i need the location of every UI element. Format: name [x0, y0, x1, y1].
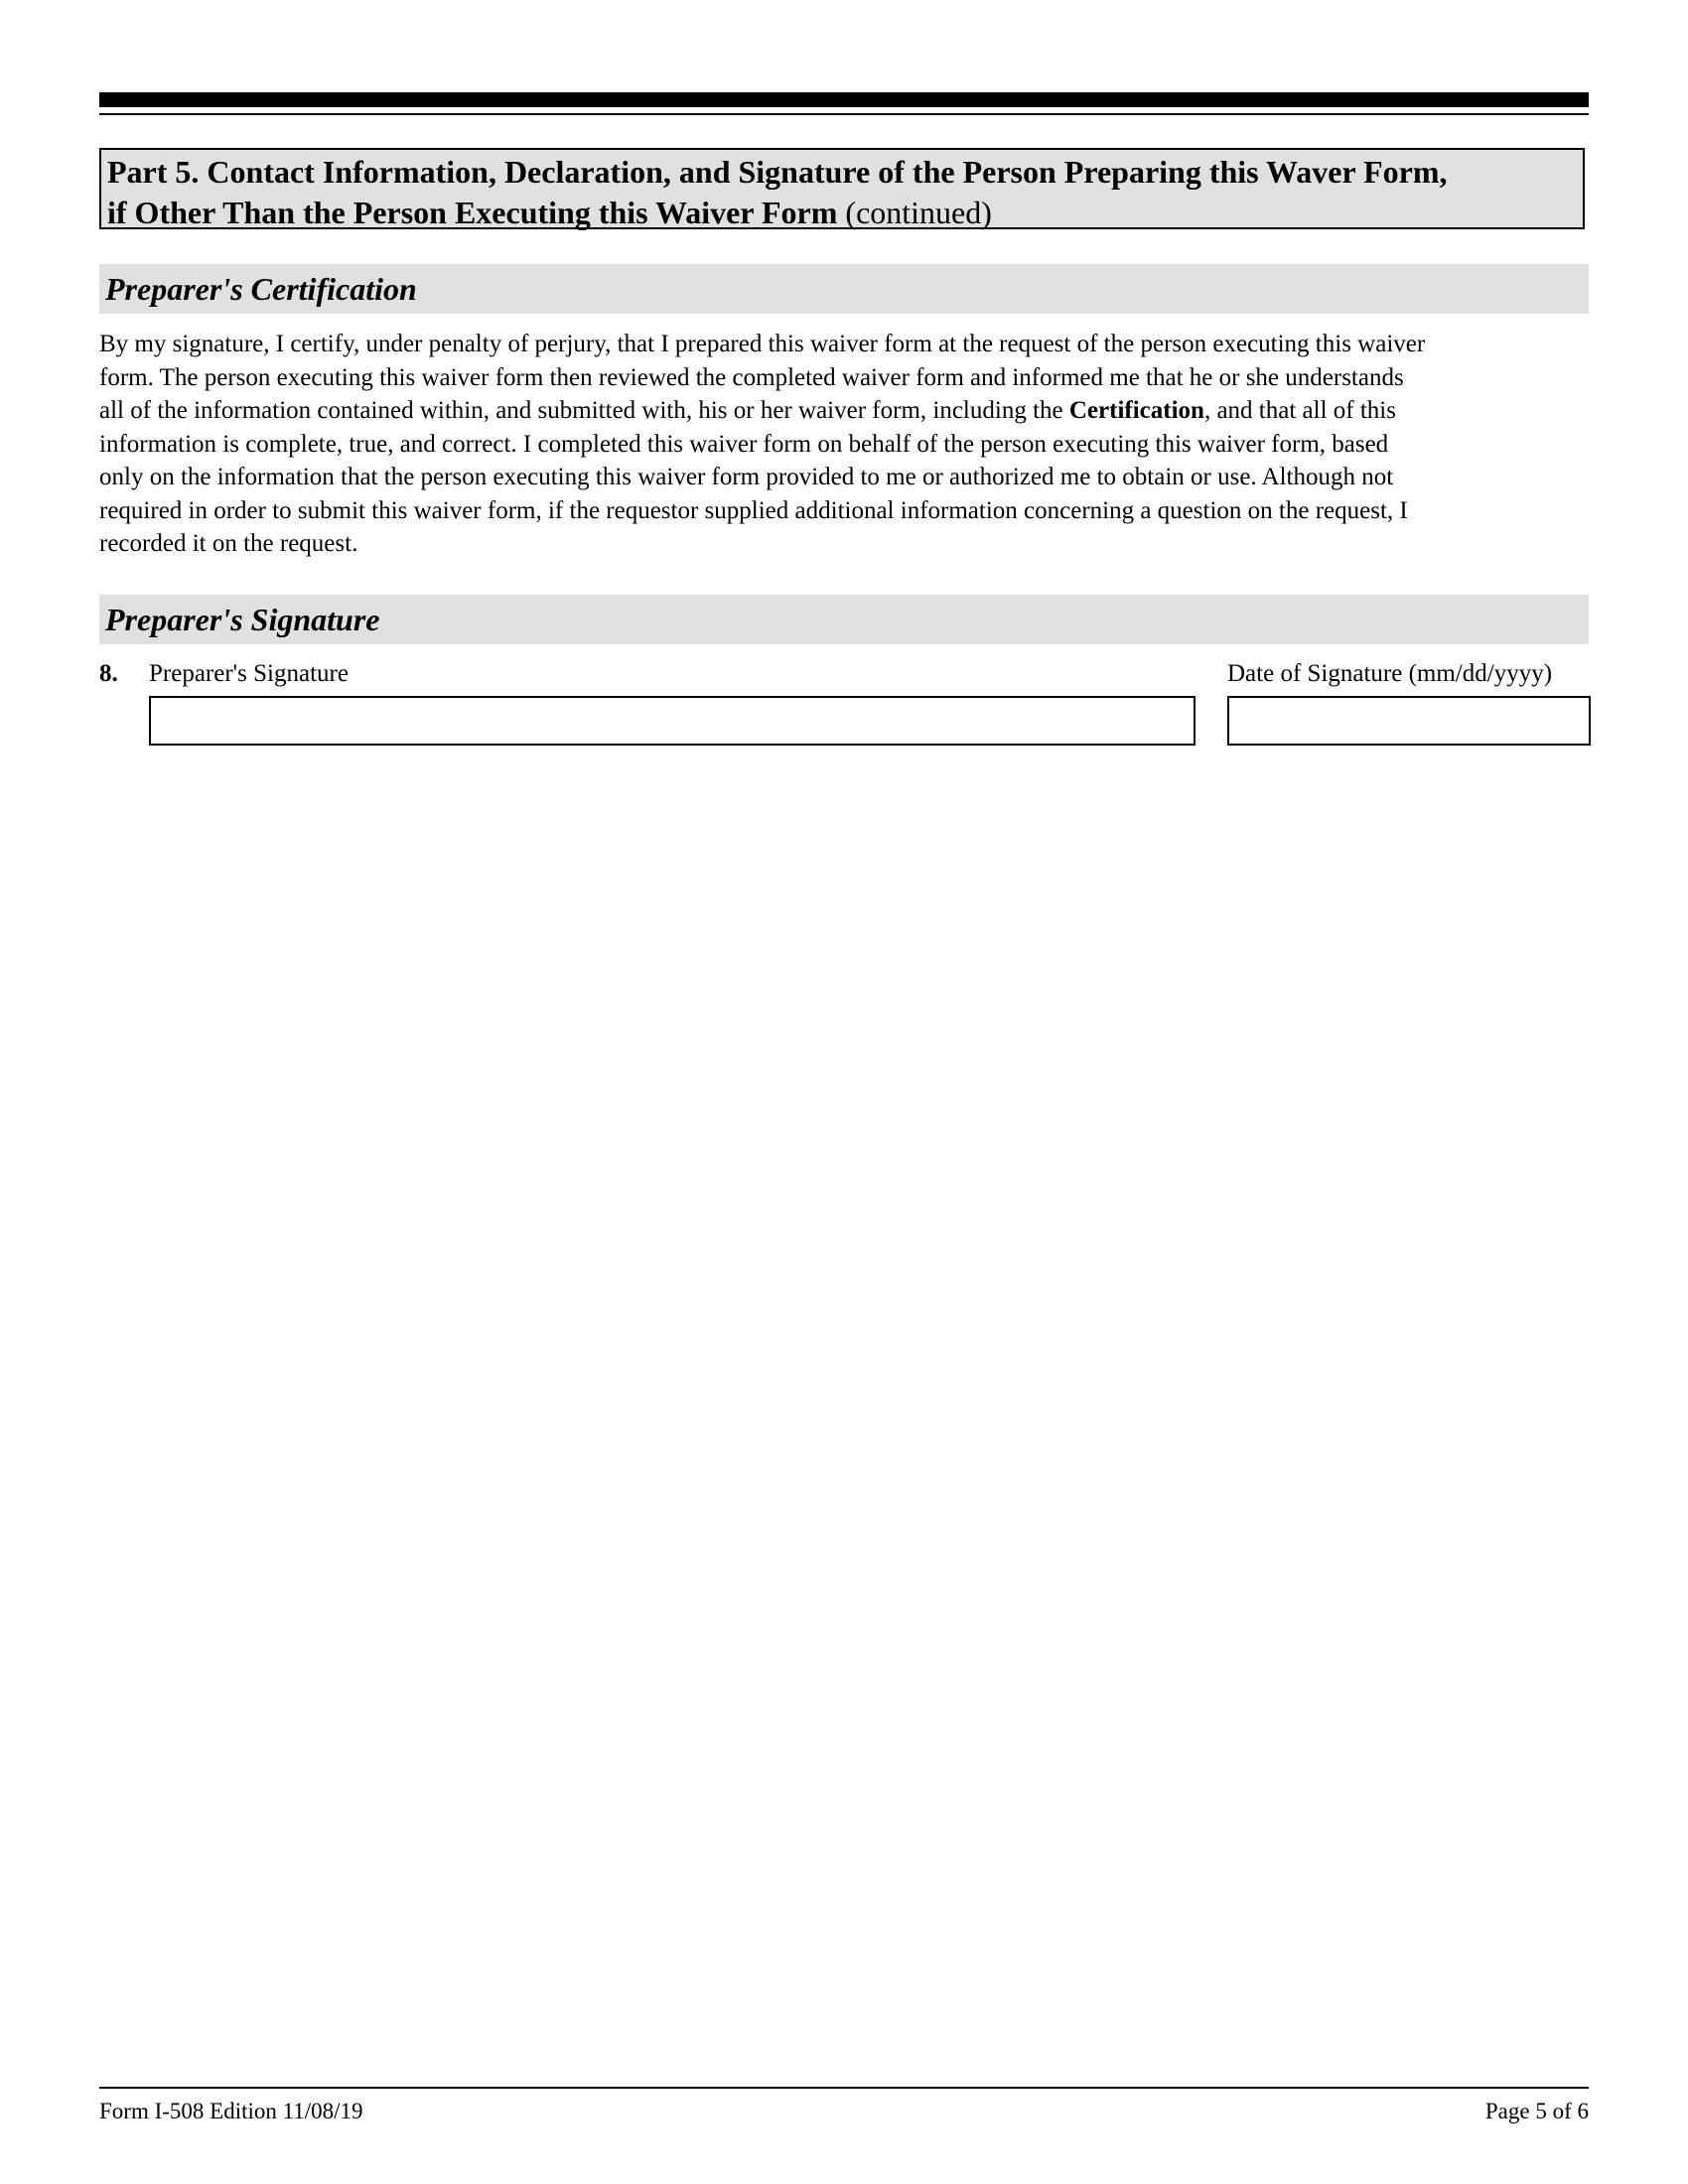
certification-line: form. The person executing this waiver form then reviewed the completed waiver form and informed me that he or she understands — [99, 363, 1404, 391]
part-header-line-2: if Other Than the Person Executing this Waiver Form (continued) — [107, 195, 992, 230]
preparer-signature-label: Preparer's Signature — [149, 660, 349, 687]
date-of-signature-label: Date of Signature (mm/dd/yyyy) — [1227, 660, 1553, 687]
item-number: 8. — [99, 660, 118, 687]
date-of-signature-field[interactable] — [1227, 696, 1591, 746]
preparers-certification-heading: Preparer's Certification — [99, 264, 1589, 314]
top-thick-rule — [99, 92, 1589, 107]
page-number: Page 5 of 6 — [1484, 2099, 1589, 2123]
certification-line: all of the information contained within, and submitted with, his or her waiver form, including the Certification, and that all of this — [99, 397, 1396, 424]
top-thin-rule — [99, 113, 1589, 115]
form-edition: Form I-508 Edition 11/08/19 — [99, 2099, 363, 2123]
part-5-header — [99, 148, 1585, 229]
part-header-continued: (continued) — [837, 195, 992, 230]
certification-line: required in order to submit this waiver form, if the requestor supplied additional information concerning a question on the request, I — [99, 496, 1408, 524]
preparer-signature-field[interactable] — [149, 696, 1196, 746]
footer-rule — [99, 2087, 1589, 2089]
certification-line: By my signature, I certify, under penalty of perjury, that I prepared this waiver form at the request of the person executing this waiver — [99, 331, 1426, 357]
certification-keyword: Certification — [1068, 397, 1204, 424]
part-header-line-1: Part 5. Contact Information, Declaration, and Signature of the Person Preparing this Waver Form, — [107, 154, 1448, 190]
certification-paragraph — [99, 328, 1589, 561]
certification-line: only on the information that the person executing this waiver form provided to me or authorized me to obtain or use. Although not — [99, 464, 1394, 490]
preparers-signature-heading: Preparer's Signature — [99, 595, 1589, 644]
certification-line: information is complete, true, and correct. I completed this waiver form on behalf of the person executing this waiver form, based — [99, 430, 1389, 458]
certification-line: recorded it on the request. — [99, 530, 358, 557]
